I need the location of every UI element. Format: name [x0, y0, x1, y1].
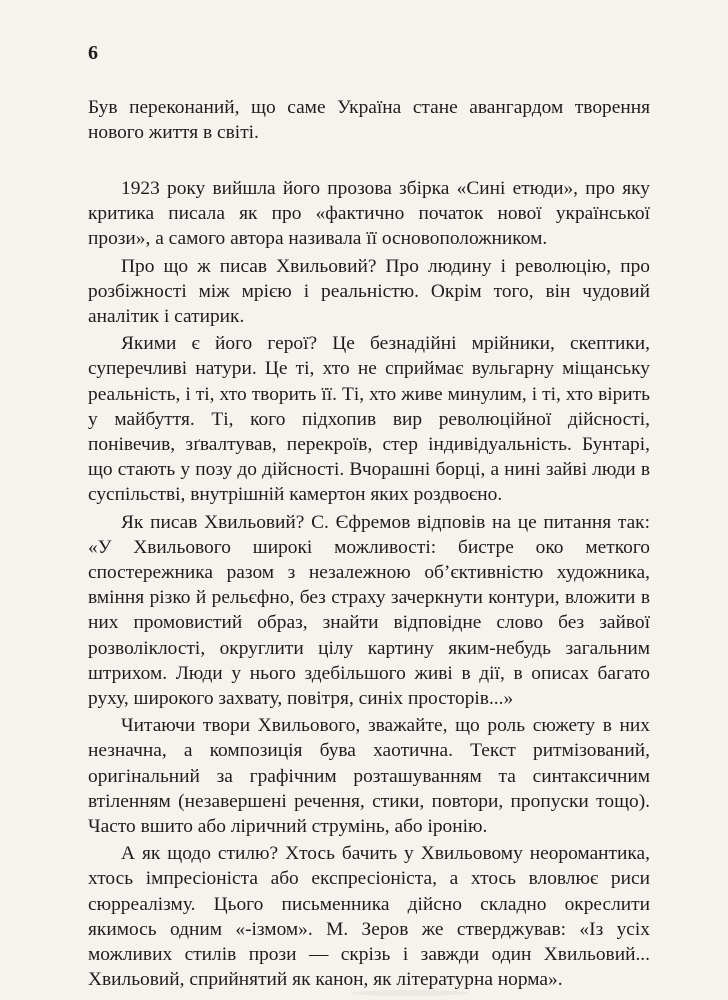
main-text-block: [88, 176, 650, 995]
paragraph-6: А як щодо стилю? Хтось бачить у Хвильовому неоромантика, хтось імпресіоніста або експресіоніста, а хтось вловлює риси сюрреалізму. Цього письменника дійсно складно окреслити якимось одним «-ізмом». М. Зеров же стверджував: «Із усіх можливих стилів прози — скрізь і завжди один Хвильовий... Хвильовий, сприйнятий як канон, як літературна норма».: [88, 843, 650, 991]
paragraph-5: Читаючи твори Хвильового, зважайте, що роль сюжету в них незначна, а композиція бува хаотична. Текст ритмізований, оригінальний за графічним розташуванням та синтаксичним втіленням (незавершені речення, стики, повтори, пропуски тощо). Часто вшито або ліричний струмінь, або іронію.: [88, 715, 650, 838]
page-shadow: [350, 990, 470, 996]
paragraph-4: Як писав Хвильовий? С. Єфремов відповів на це питання так: «У Хвильового широкі можливості: бистре око меткого спостережника разом з незалежною об’єктивністю художника, вміння різко й рельєфно, без страху зачеркнути контури, вложити в них промовистий образ, знайти відповідне слово без зайвої розволіклості, округлити цілу картину яким-небудь загальним штрихом. Люди у нього здебільшого живі в дії, в описах багато руху, широкого захвату, повітря, синіх просторів...»: [88, 511, 650, 710]
intro-text-block: [88, 95, 650, 145]
intro-paragraph: Був переконаний, що саме Україна стане авангардом творення нового життя в світі.: [88, 97, 650, 144]
paragraph-2: Про що ж писав Хвильовий? Про людину і революцію, про розбіжності між мрією і реальністю. Окрім того, він чудовий аналітик і сатирик.: [88, 255, 650, 328]
paragraph-1: 1923 року вийшла його прозова збірка «Сині етюди», про яку критика писала як про «фактично початок нової української прози», а самого автора називала її основоположником.: [88, 178, 650, 250]
paragraph-3: Якими є його герої? Це безнадійні мрійники, скептики, суперечливі натури. Це ті, хто не сприймає вульгарну міщанську реальність, і ті, хто творить її. Ті, хто живе минулим, і ті, хто вірить у майбуття. Ті, кого підхопив вир революційної дійсності, понівечив, зґвалтував, перекроїв, стер індивідуальність. Бунтарі, що стають у позу до дійсності. Вчорашні борці, а нині зайві люди в суспільстві, внутрішній камертон яких роздвоєно.: [88, 333, 650, 506]
page-number: 6: [88, 42, 98, 64]
